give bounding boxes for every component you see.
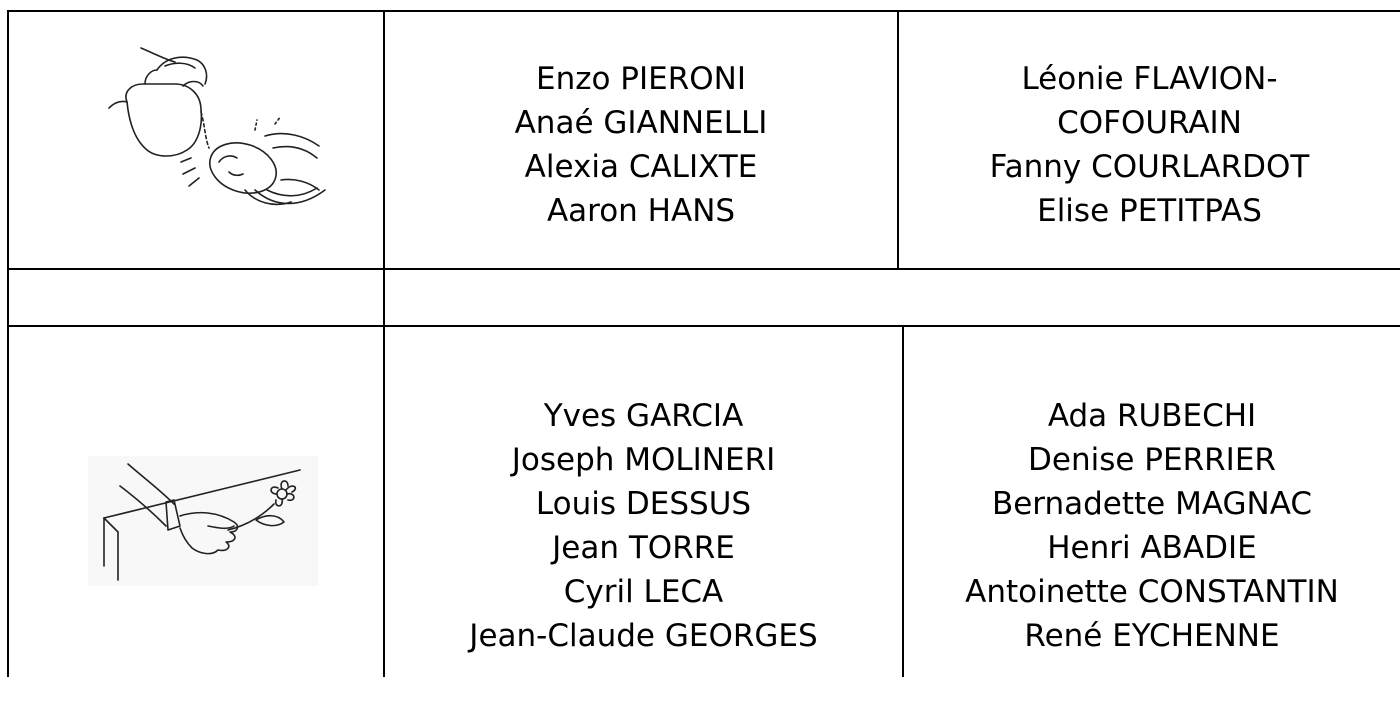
name-entry: Antoinette CONSTANTIN (965, 574, 1339, 610)
row3-left-names (385, 327, 902, 707)
name-entry: Yves GARCIA (543, 398, 744, 434)
name-entry: Bernadette MAGNAC (991, 486, 1313, 522)
name-entry: Jean TORRE (552, 530, 735, 566)
hand-placing-flower-icon (88, 456, 318, 586)
row1-left-names (385, 12, 897, 268)
name-entry: Enzo PIERONI (535, 61, 747, 97)
name-entry: René EYCHENNE (1024, 618, 1280, 654)
name-entry: COFOURAIN (1057, 105, 1242, 141)
name-entry: Louis DESSUS (535, 486, 752, 522)
table-left-border (7, 10, 9, 677)
name-entry: Fanny COURLARDOT (989, 149, 1310, 185)
name-entry: Cyril LECA (563, 574, 724, 610)
name-entry: Joseph MOLINERI (511, 442, 776, 478)
row3-right-names (904, 327, 1400, 707)
name-entry: Denise PERRIER (1028, 442, 1276, 478)
name-entry: Anaé GIANNELLI (514, 105, 768, 141)
name-entry: Ada RUBECHI (1047, 398, 1257, 434)
row-divider (7, 268, 1400, 270)
row1-right-names (899, 12, 1400, 268)
name-entry: Léonie FLAVION- (1021, 61, 1278, 97)
name-entry: Henri ABADIE (1047, 530, 1257, 566)
name-entry: Aaron HANS (546, 193, 736, 229)
name-entry: Jean-Claude GEORGES (469, 618, 818, 654)
name-entry: Elise PETITPAS (1037, 193, 1262, 229)
name-entry: Alexia CALIXTE (524, 149, 758, 185)
baptism-water-pouring-icon (105, 40, 335, 220)
